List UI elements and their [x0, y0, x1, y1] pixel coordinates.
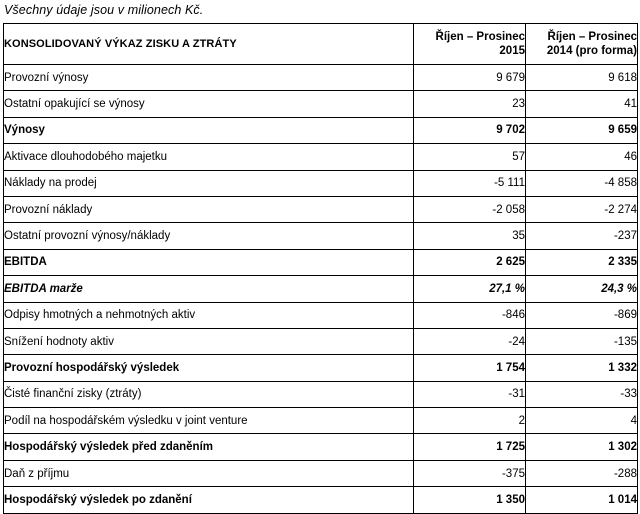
row-label: Výnosy: [4, 117, 414, 143]
row-value-2015: -31: [414, 381, 526, 407]
table-row: [4, 144, 638, 170]
header-period-2015-line2: 2015: [499, 45, 525, 57]
row-value-2015: 35: [414, 223, 526, 249]
row-value-2015: 27,1 %: [414, 276, 526, 302]
table-row: [4, 302, 638, 328]
income-statement-table: [3, 23, 638, 514]
table-row: [4, 196, 638, 222]
row-value-2014: -2 274: [526, 196, 638, 222]
row-label: Odpisy hmotných a nehmotných aktiv: [4, 302, 414, 328]
table-row: [4, 355, 638, 381]
header-statement-title: KONSOLIDOVANÝ VÝKAZ ZISKU A ZTRÁTY: [4, 24, 414, 65]
header-period-2014: [526, 24, 638, 65]
table-row: [4, 381, 638, 407]
row-value-2015: -2 058: [414, 196, 526, 222]
row-value-2014: -288: [526, 460, 638, 486]
row-label: Hospodářský výsledek před zdaněním: [4, 434, 414, 460]
table-row: [4, 460, 638, 486]
row-label: EBITDA marže: [4, 276, 414, 302]
row-label: Snížení hodnoty aktiv: [4, 328, 414, 354]
row-value-2014: -237: [526, 223, 638, 249]
row-value-2015: 1 754: [414, 355, 526, 381]
row-value-2015: 2: [414, 408, 526, 434]
row-label: EBITDA: [4, 249, 414, 275]
row-value-2014: 1 332: [526, 355, 638, 381]
row-value-2015: 9 702: [414, 117, 526, 143]
row-value-2015: 23: [414, 91, 526, 117]
row-value-2015: 57: [414, 144, 526, 170]
row-label: Hospodářský výsledek po zdanění: [4, 487, 414, 513]
row-value-2015: -24: [414, 328, 526, 354]
header-period-2014-line1: Říjen – Prosinec: [547, 30, 637, 43]
row-value-2014: 9 618: [526, 65, 638, 91]
units-note: Všechny údaje jsou v milionech Kč.: [4, 3, 204, 17]
row-label: Náklady na prodej: [4, 170, 414, 196]
row-label: Aktivace dlouhodobého majetku: [4, 144, 414, 170]
table-row: [4, 276, 638, 302]
table-row: [4, 328, 638, 354]
row-value-2014: 24,3 %: [526, 276, 638, 302]
row-label: Čisté finanční zisky (ztráty): [4, 381, 414, 407]
row-value-2015: 1 725: [414, 434, 526, 460]
row-value-2014: 46: [526, 144, 638, 170]
row-value-2014: 1 302: [526, 434, 638, 460]
table-row: [4, 65, 638, 91]
row-value-2014: -135: [526, 328, 638, 354]
table-row: [4, 408, 638, 434]
row-value-2014: -4 858: [526, 170, 638, 196]
table-row: [4, 249, 638, 275]
table-header-row: [4, 24, 638, 65]
table-row: [4, 487, 638, 513]
row-value-2014: 2 335: [526, 249, 638, 275]
row-label: Provozní výnosy: [4, 65, 414, 91]
row-value-2014: 4: [526, 408, 638, 434]
row-value-2014: 41: [526, 91, 638, 117]
row-value-2014: -869: [526, 302, 638, 328]
row-label: Podíl na hospodářském výsledku v joint venture: [4, 408, 414, 434]
row-value-2015: -5 111: [414, 170, 526, 196]
row-value-2014: 9 659: [526, 117, 638, 143]
header-period-2014-line2: 2014 (pro forma): [546, 45, 637, 57]
table-row: [4, 170, 638, 196]
table-row: [4, 91, 638, 117]
table-row: [4, 223, 638, 249]
table-body: [4, 65, 638, 514]
table-row: [4, 117, 638, 143]
header-period-2015: [414, 24, 526, 65]
row-label: Ostatní opakující se výnosy: [4, 91, 414, 117]
header-period-2015-line1: Říjen – Prosinec: [435, 30, 525, 43]
row-label: Provozní hospodářský výsledek: [4, 355, 414, 381]
table-header: [4, 24, 638, 65]
row-value-2014: -33: [526, 381, 638, 407]
row-value-2015: -375: [414, 460, 526, 486]
row-value-2015: -846: [414, 302, 526, 328]
row-value-2015: 2 625: [414, 249, 526, 275]
row-label: Provozní náklady: [4, 196, 414, 222]
table-row: [4, 434, 638, 460]
row-label: Ostatní provozní výnosy/náklady: [4, 223, 414, 249]
row-value-2015: 9 679: [414, 65, 526, 91]
row-value-2014: 1 014: [526, 487, 638, 513]
row-label: Daň z příjmu: [4, 460, 414, 486]
row-value-2015: 1 350: [414, 487, 526, 513]
